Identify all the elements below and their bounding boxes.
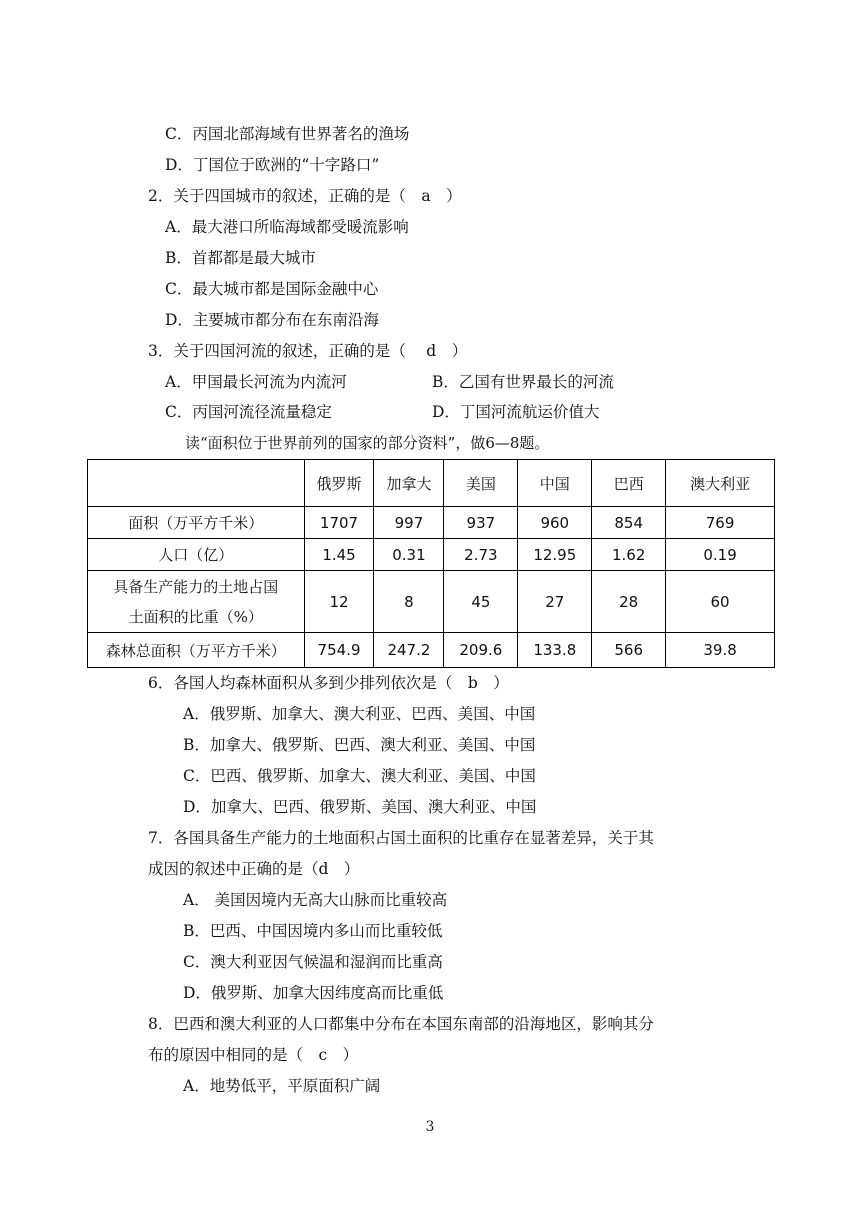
- option-q6-a: A．俄罗斯、加拿大、澳大利亚、巴西、美国、中国: [183, 705, 536, 723]
- question-8-stem-cont: 布的原因中相同的是（ c ）: [148, 1046, 359, 1064]
- option-q1-d: D．丁国位于欧洲的“十字路口”: [165, 156, 380, 174]
- row-label-line: 土面积的比重（%）: [128, 607, 263, 626]
- row-label: [88, 571, 305, 633]
- table-cell: 0.31: [374, 539, 444, 571]
- table-cell: 39.8: [666, 633, 775, 668]
- option-q2-a: A．最大港口所临海域都受暖流影响: [165, 218, 409, 236]
- table-cell: 12: [304, 571, 374, 633]
- table-header-cell: 澳大利亚: [666, 460, 775, 507]
- option-q2-d: D．主要城市都分布在东南沿海: [165, 311, 379, 329]
- question-3-stem: 3．关于四国河流的叙述，正确的是（ d ）: [148, 342, 468, 360]
- table-header-cell: 巴西: [592, 460, 666, 507]
- question-7-stem: 7．各国具备生产能力的土地面积占国土面积的比重存在显著差异，关于其: [148, 829, 654, 847]
- table-cell: 1707: [304, 507, 374, 539]
- page-number: 3: [425, 1119, 435, 1135]
- table-cell: 8: [374, 571, 444, 633]
- table-cell: 754.9: [304, 633, 374, 668]
- option-q2-b: B．首都都是最大城市: [165, 249, 316, 267]
- table-row: [88, 633, 775, 668]
- option-q7-b: B．巴西、中国因境内多山而比重较低: [183, 922, 443, 940]
- option-q3-c: C．丙国河流径流量稳定: [165, 403, 332, 421]
- table-cell: 28: [592, 571, 666, 633]
- country-data-table: [87, 459, 775, 668]
- row-label: 面积（万平方千米）: [88, 507, 305, 539]
- table-cell: 1.45: [304, 539, 374, 571]
- table-cell: 937: [444, 507, 518, 539]
- question-6-stem: 6．各国人均森林面积从多到少排列依次是（ b ）: [148, 674, 509, 692]
- table-cell: 854: [592, 507, 666, 539]
- table-cell: 769: [666, 507, 775, 539]
- option-q3-d: D．丁国河流航运价值大: [432, 403, 600, 421]
- option-q6-b: B．加拿大、俄罗斯、巴西、澳大利亚、美国、中国: [183, 736, 536, 754]
- option-q8-a: A．地势低平，平原面积广阔: [183, 1077, 381, 1095]
- table-cell: 0.19: [666, 539, 775, 571]
- table-cell: 60: [666, 571, 775, 633]
- table-row: [88, 539, 775, 571]
- table-row: [88, 571, 775, 633]
- table-header-cell: 加拿大: [374, 460, 444, 507]
- row-label: 森林总面积（万平方千米）: [88, 633, 305, 668]
- row-label: 人口（亿）: [88, 539, 305, 571]
- table-caption: 读“面积位于世界前列的国家的部分资料”，做6—8题。: [185, 434, 550, 452]
- table-header-cell: [88, 460, 305, 507]
- option-q7-c: C．澳大利亚因气候温和湿润而比重高: [183, 953, 443, 971]
- table-cell: 27: [518, 571, 592, 633]
- table-cell: 209.6: [444, 633, 518, 668]
- table-header-cell: 美国: [444, 460, 518, 507]
- option-q3-a: A．甲国最长河流为内流河: [165, 373, 347, 391]
- table-header-cell: 中国: [518, 460, 592, 507]
- option-q3-b: B．乙国有世界最长的河流: [432, 373, 614, 391]
- table-cell: 133.8: [518, 633, 592, 668]
- table-header-row: [88, 460, 775, 507]
- table-row: [88, 507, 775, 539]
- table-cell: 12.95: [518, 539, 592, 571]
- question-8-stem: 8．巴西和澳大利亚的人口都集中分布在本国东南部的沿海地区，影响其分: [148, 1015, 654, 1033]
- option-q7-d: D．俄罗斯、加拿大因纬度高而比重低: [183, 984, 444, 1002]
- option-q6-c: C．巴西、俄罗斯、加拿大、澳大利亚、美国、中国: [183, 767, 536, 785]
- row-label-line: 具备生产能力的土地占国: [113, 577, 279, 596]
- table-cell: 247.2: [374, 633, 444, 668]
- option-q1-c: C．丙国北部海域有世界著名的渔场: [165, 125, 410, 143]
- option-q2-c: C．最大城市都是国际金融中心: [165, 280, 379, 298]
- option-q6-d: D．加拿大、巴西、俄罗斯、美国、澳大利亚、中国: [183, 798, 537, 816]
- table-cell: 1.62: [592, 539, 666, 571]
- table-cell: 960: [518, 507, 592, 539]
- table-header-cell: 俄罗斯: [304, 460, 374, 507]
- table-cell: 2.73: [444, 539, 518, 571]
- table-cell: 45: [444, 571, 518, 633]
- table-cell: 997: [374, 507, 444, 539]
- table-cell: 566: [592, 633, 666, 668]
- question-7-stem-cont: 成因的叙述中正确的是（d ）: [148, 860, 360, 878]
- question-2-stem: 2．关于四国城市的叙述，正确的是（ a ）: [148, 187, 462, 205]
- option-q7-a: A． 美国因境内无高大山脉而比重较高: [183, 891, 448, 909]
